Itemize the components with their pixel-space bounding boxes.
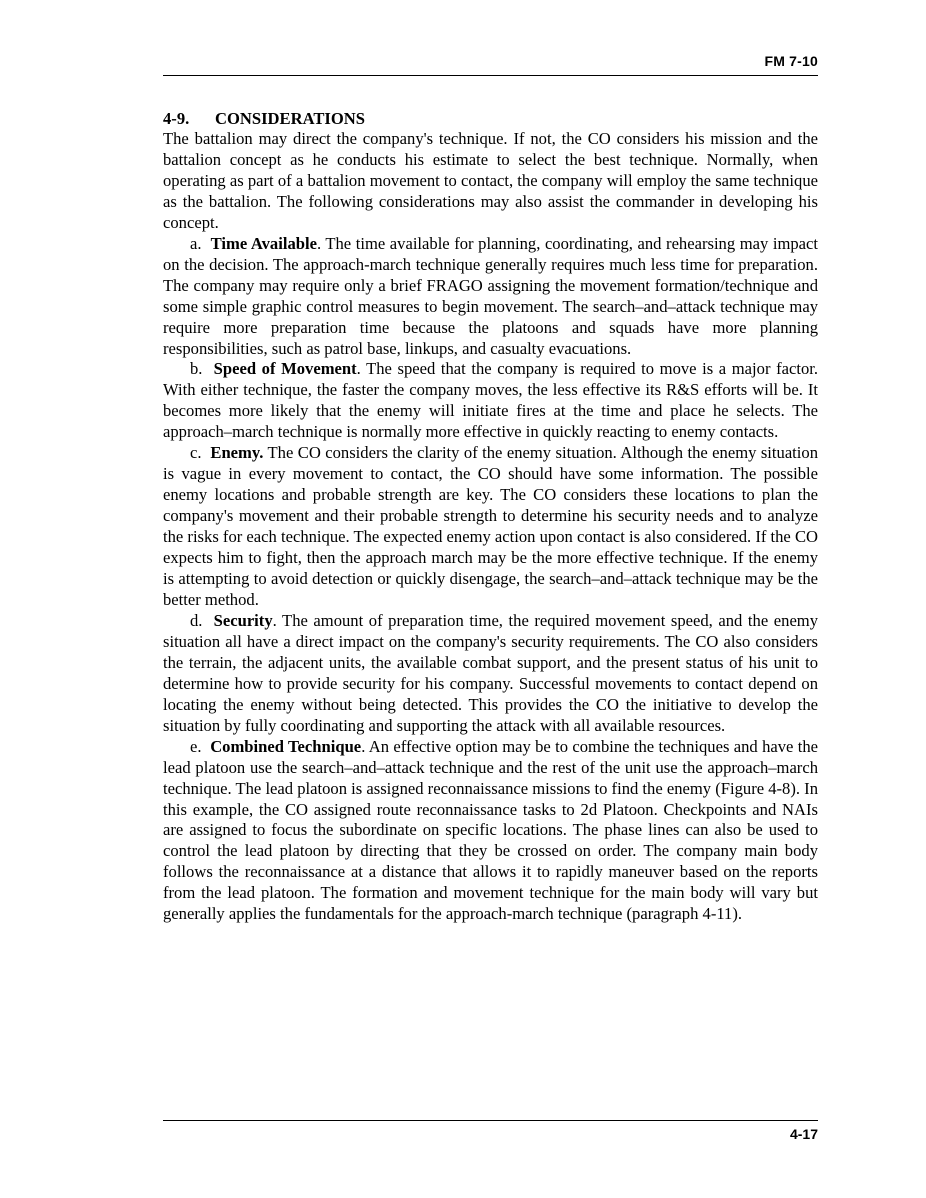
paragraph-time-available (163, 234, 818, 360)
page-content (163, 108, 818, 925)
paragraph-text: . The time available for planning, coordinating, and rehearsing may impact on the decision. The approach-march technique generally requires much less time for preparation. The company may require only a brief FRAGO assigning the movement formation/technique and some simple graphic control measures to begin movement. The search–and–attack technique may require more preparation time because the platoons and squads have more planning responsibilities, such as patrol base, linkups, and casualty evacuations. (163, 233, 819, 358)
header-rule (163, 75, 818, 76)
section-title: CONSIDERATIONS (215, 109, 365, 128)
paragraph-title: Enemy. (210, 443, 264, 463)
paragraph-title: Combined Technique (210, 736, 362, 756)
paragraph-security (163, 611, 818, 737)
paragraph-letter: a. (190, 233, 202, 253)
paragraph-letter: e. (190, 736, 202, 756)
paragraph-speed-of-movement (163, 359, 818, 443)
section-number: 4-9. (163, 109, 190, 128)
page-number: 4-17 (789, 1126, 818, 1142)
section-heading (163, 108, 818, 129)
paragraph-text: . An effective option may be to combine the techniques and have the lead platoon use the search–and–attack technique and the rest of the unit use the approach–march technique. The lead platoon is assigned reconnaissance missions to find the enemy (Figure 4-8). In this example, the CO assigned route reconnaissance tasks to 2d Platoon. Checkpoints and NAIs are assigned to focus the subordinate on specific locations. The phase lines can also be used to control the lead platoon by directing that they be crossed on order. The company main body follows the reconnaissance at a distance that allows it to rapidly maneuver based on the reports from the lead platoon. The formation and movement technique for the main body will vary but generally applies the fundamentals for the approach-march technique (paragraph 4-11). (163, 736, 819, 924)
section-intro: The battalion may direct the company's technique. If not, the CO considers his mission and the battalion concept as he conducts his estimate to select the best technique. Normally, when operating as part of a battalion movement to contact, the company will employ the same technique as the battalion. The following considerations may also assist the commander in developing his concept. (163, 129, 818, 232)
paragraph-text: The CO considers the clarity of the enemy situation. Although the enemy situation is vague in every movement to contact, the CO should have some information. The possible enemy locations and probable strength are key. The CO considers these locations to plan the company's movement and their probable strength to determine his security needs and to analyze the risks for each technique. The expected enemy action upon contact is also considered. If the CO expects him to fight, then the approach march may be the more effective technique. If the enemy is attempting to avoid detection or quickly disengage, the search–and–attack technique may be the better method. (163, 443, 818, 609)
paragraph-letter: c. (190, 443, 202, 463)
paragraph-letter: d. (190, 610, 203, 630)
paragraph-title: Speed of Movement (213, 359, 357, 379)
paragraph-combined-technique (163, 737, 818, 926)
footer-rule (163, 1120, 818, 1121)
manual-id: FM 7-10 (764, 53, 818, 69)
paragraph-title: Time Available (210, 233, 317, 253)
paragraph-letter: b. (190, 359, 203, 379)
paragraph-text: . The amount of preparation time, the required movement speed, and the enemy situation all have a direct impact on the company's security requirements. The CO also considers the terrain, the adjacent units, the available combat support, and the present status of his unit to determine how to provide security for his company. Successful movements to contact depend on locating the enemy without being detected. This provides the CO the initiative to develop the situation by fully coordinating and supporting the attack with all available resources. (163, 610, 819, 735)
paragraph-title: Security (213, 610, 273, 630)
paragraph-enemy (163, 443, 818, 611)
paragraph-text: . The speed that the company is required to move is a major factor. With either technique, the faster the company moves, the less effective its R&S efforts will be. It becomes more likely that the enemy will initiate fires at the time and place he selects. The approach–march technique is normally more effective in quickly reacting to enemy contacts. (163, 359, 818, 442)
